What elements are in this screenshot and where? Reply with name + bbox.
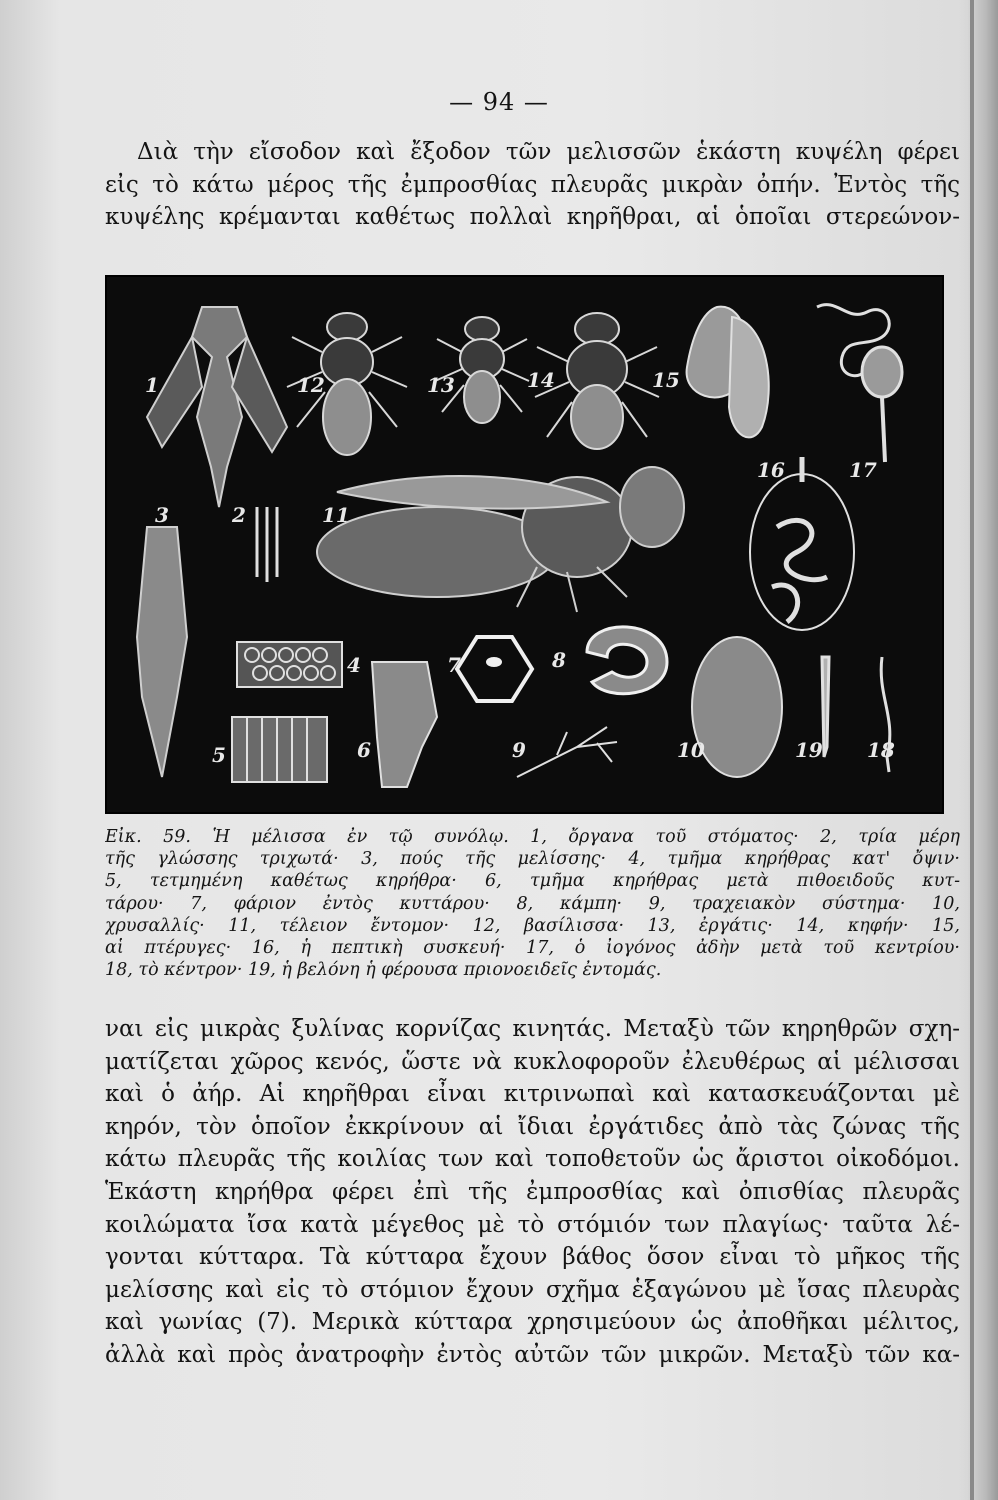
text-line: ναι εἰς μικρὰς ξυλίνας κορνίζας κινητάς. Μεταξὺ τῶν κηρηθρῶν σχη- — [105, 1016, 960, 1042]
spine-edge — [970, 0, 974, 1500]
comb-section-drawing — [237, 642, 342, 687]
top-paragraph — [105, 136, 960, 234]
text-line: καὶ ὁ ἀήρ. Αἱ κηρῆθραι εἶναι κιτρινωπαὶ καὶ κατασκευάζονται μὲ — [105, 1081, 960, 1108]
text-line: ματίζεται χῶρος κενός, ὥστε νὰ κυκλοφοροῦν ἐλευθέρως αἱ μέλισσαι — [105, 1048, 960, 1075]
caption-line: 5, τετμημένη καθέτως κηρήθρα· 6, τμῆμα κηρήθρας μετὰ πιθοειδοῦς κυτ- — [105, 871, 960, 892]
figure-label: 14 — [527, 368, 555, 392]
text-line: κοιλώματα ἴσα κατὰ μέγεθος μὲ τὸ στόμιόν των πλαγίως· ταῦτα λέ- — [105, 1211, 960, 1238]
text-line: εἰς τὸ κάτω μέρος τῆς ἐμπροσθίας πλευρᾶς μικρὰν ὀπήν. Ἐντὸς τῆς — [105, 171, 960, 198]
text-line: κάτω πλευρᾶς τῆς κοιλίας των καὶ τοποθετοῦν ὡς ἄριστοι οἰκοδόμοι. — [105, 1146, 960, 1173]
caption-line: αἱ πτέρυγες· 16, ἡ πεπτικὴ συσκευή· 17, ὁ ἰογόνος ἀδὴν μετὰ τοῦ κεντρίου· — [105, 938, 960, 959]
text-line: ἀλλὰ καὶ πρὸς ἀνατροφὴν ἐντὸς αὐτῶν τῶν μικρῶν. Μεταξὺ τῶν κα- — [105, 1341, 960, 1368]
caption-line: Εἰκ. 59. Ἡ μέλισσα ἐν τῷ συνόλῳ. 1, ὄργανα τοῦ στόματος· 2, τρία μέρη — [105, 827, 960, 847]
figure-caption — [105, 826, 960, 981]
figure-label: 15 — [652, 368, 680, 392]
illustration-svg — [107, 277, 942, 812]
text-line: μελίσσης καὶ εἰς τὸ στόμιον ἔχουν σχῆμα ἑξαγώνου μὲ ἴσας πλευρὰς — [105, 1276, 960, 1303]
caption-line: τάρου· 7, φάριον ἐντὸς κυττάρου· 8, κάμπη· 9, τραχειακὸν σύστημα· 10, — [105, 893, 960, 914]
figure-label: 17 — [849, 458, 877, 482]
figure-label: 13 — [427, 373, 455, 397]
vertical-comb-drawing — [232, 717, 327, 782]
text-line: Ἑκάστη κηρήθρα φέρει ἐπὶ τῆς ἐμπροσθίας καὶ ὀπισθίας πλευρᾶς — [105, 1178, 960, 1205]
figure-label: 1 — [145, 373, 159, 397]
figure-label: 19 — [795, 738, 823, 762]
figure-label: 9 — [512, 738, 526, 762]
text-line: Διὰ τὴν εἴσοδον καὶ ἔξοδον τῶν μελισσῶν ἑκάστη κυψέλη φέρει — [137, 139, 960, 165]
figure-label: 3 — [155, 503, 169, 527]
figure-label: 11 — [322, 503, 350, 527]
text-line: καὶ γωνίας (7). Μερικὰ κύτταρα χρησιμεύουν ὡς ἀποθῆκαι μέλιτος, — [105, 1309, 960, 1336]
page-number: — 94 — — [449, 88, 549, 116]
figure-label: 7 — [447, 653, 461, 677]
text-line: κηρόν, τὸν ὁποῖον ἐκκρίνουν αἱ ἴδιαι ἐργάτιδες ἀπὸ τὰς ζώνας τῆς — [105, 1113, 960, 1140]
figure-label: 16 — [757, 458, 785, 482]
figure-label: 8 — [552, 648, 566, 672]
figure-label: 10 — [677, 738, 705, 762]
figure-label: 18 — [867, 738, 895, 762]
caption-line: 18, τὸ κέντρον· 19, ἡ βελόνη ἡ φέρουσα πριονοειδεῖς ἐντομάς. — [105, 960, 662, 981]
caption-line: χρυσαλλίς· 11, τέλειον ἔντομον· 12, βασίλισσα· 13, ἐργάτις· 14, κηφήν· 15, — [105, 915, 960, 936]
figure-label: 6 — [357, 738, 371, 762]
figure-label: 5 — [212, 743, 226, 767]
figure-label: 12 — [297, 373, 325, 397]
figure-label: 2 — [232, 503, 246, 527]
pupa-drawing — [692, 637, 782, 777]
text-line: γονται κύτταρα. Τὰ κύτταρα ἔχουν βάθος ὅσον εἶναι τὸ μῆκος τῆς — [105, 1244, 960, 1271]
bottom-paragraph — [105, 1013, 960, 1372]
caption-line: τῆς γλώσσης τριχωτά· 3, πούς τῆς μελίσσης· 4, τμῆμα κηρήθρας κατ' ὄψιν· — [105, 849, 960, 870]
figure-label: 4 — [347, 653, 361, 677]
text-line: κυψέλης κρέμανται καθέτως πολλαὶ κηρῆθραι, αἱ ὁποῖαι στερεώνον- — [105, 204, 960, 231]
bee-illustration-plate — [105, 275, 944, 814]
sting-needle-drawing — [822, 657, 829, 757]
